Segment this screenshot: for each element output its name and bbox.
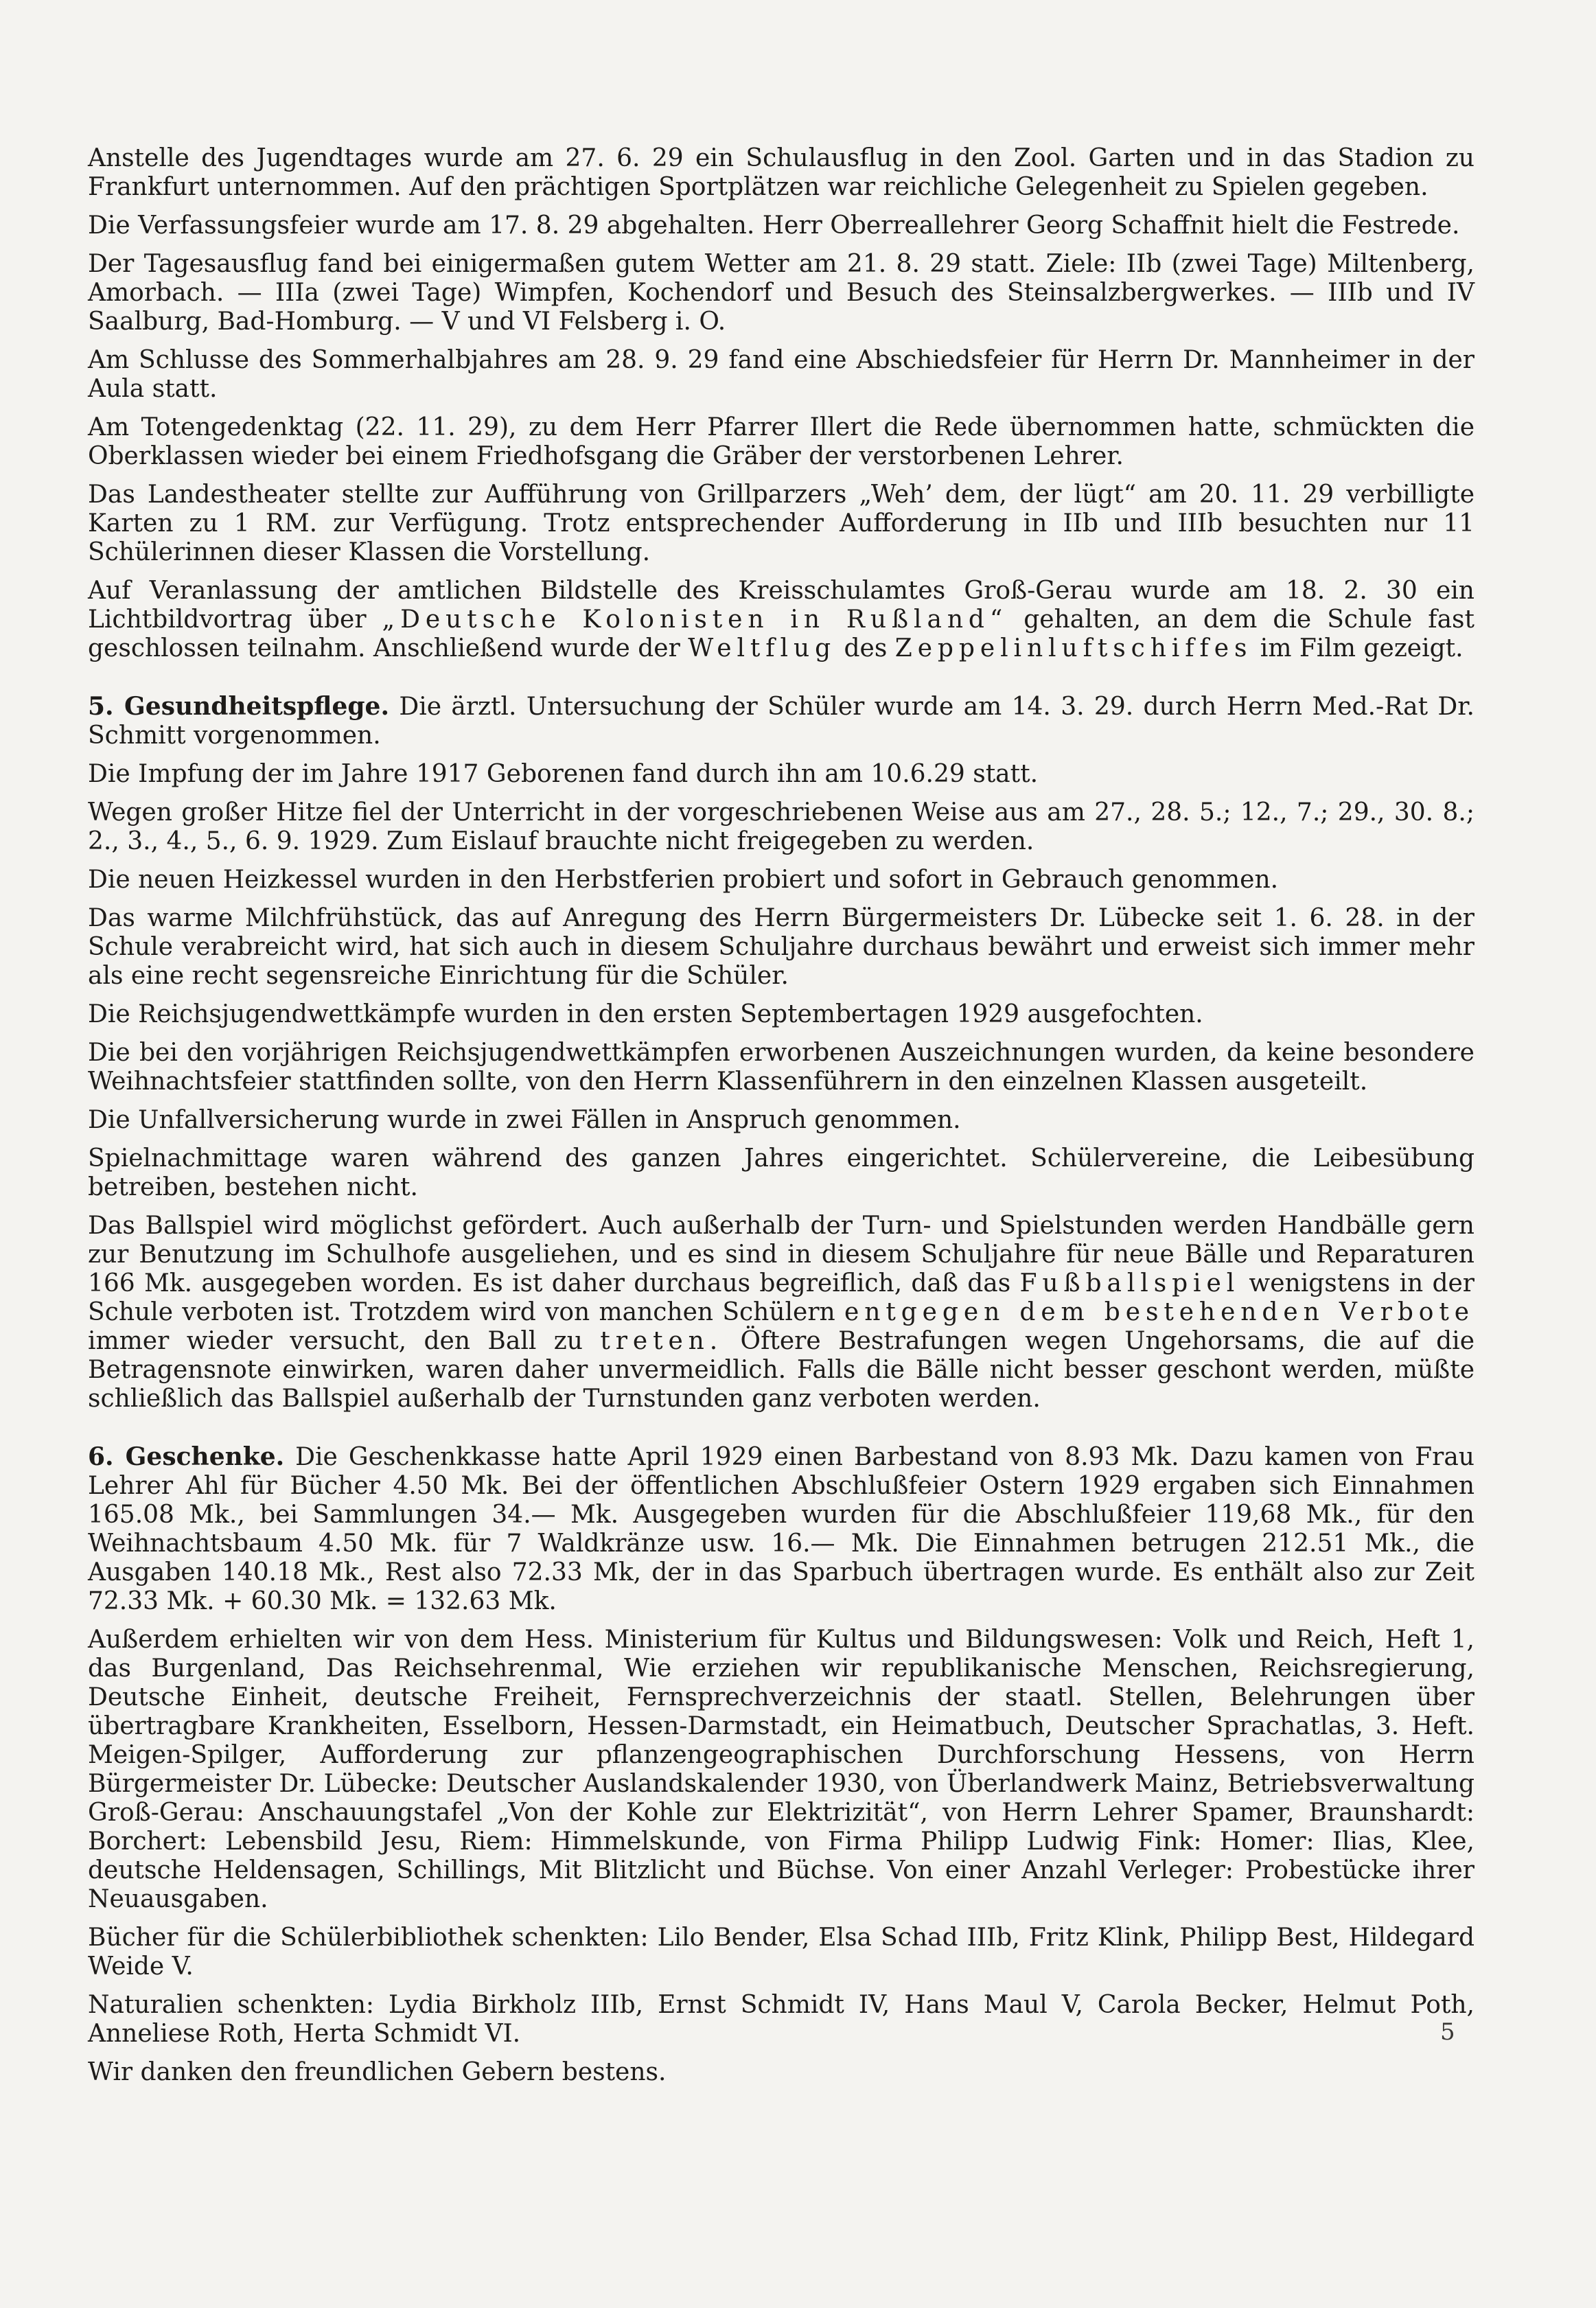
emphasis-text: „Deutsche Kolonisten in Rußland“ bbox=[382, 605, 1008, 634]
paragraph-reichsjugendwettkaempfe: Die Reichsjugendwettkämpfe wurden in den ersten Septembertagen 1929 ausgefochten. bbox=[88, 1000, 1203, 1028]
paragraph-schuelerbibliothek: Bücher für die Schülerbibliothek schenkten: Lilo Bender, Elsa Schad IIIb, Fritz Klink, Philipp Best, Hildegard Weide V. bbox=[88, 1924, 1474, 1981]
paragraph-milchfruehstueck: Das warme Milchfrühstück, das auf Anregung des Herrn Bürgermeisters Dr. Lübecke seit 1. 6. 28. in der Schule verabreicht wird, hat sich auch in diesem Schuljahre durchaus bewährt und erweist sich immer mehr als eine recht segensreiche Einrichtung für die Schüler. bbox=[88, 904, 1474, 990]
emphasis-text: entgegen dem bestehenden Verbote bbox=[844, 1298, 1474, 1326]
text-run: Auf Veranlassung der amtlichen Bildstelle des Kreisschulamtes Groß-Gerau wurde am 18. 2. 30 ein Lichtbildvortrag über bbox=[88, 577, 1474, 634]
section-heading: 6. Geschenke. bbox=[88, 1442, 285, 1471]
paragraph-jugendtag: Anstelle des Jugendtages wurde am 27. 6. 29 ein Schulausflug in den Zool. Garten und in das Stadion zu Frankfurt unternommen. Auf den prächtigen Sportplätzen war reichliche Gelegenheit zu Spielen gegeben. bbox=[88, 144, 1474, 201]
paragraph-naturalien: Naturalien schenkten: Lydia Birkholz IIIb, Ernst Schmidt IV, Hans Maul V, Carola Becker, Helmut Poth, Anneliese Roth, Herta Schmidt VI. bbox=[88, 1991, 1474, 2048]
text-run: des bbox=[836, 634, 895, 662]
text-run: wenigstens in der Schule verboten ist. Trotzdem wird von manchen Schülern bbox=[88, 1269, 1475, 1326]
paragraph-verfassungsfeier: Die Verfassungsfeier wurde am 17. 8. 29 abgehalten. Herr Oberreallehrer Georg Schaffnit hielt die Festrede. bbox=[88, 211, 1460, 240]
paragraph-totengedenktag: Am Totengedenktag (22. 11. 29), zu dem Herr Pfarrer Illert die Rede übernommen hatte, schmückten die Oberklassen wieder bei einem Friedhofsgang die Gräber der verstorbenen Lehrer. bbox=[88, 413, 1474, 470]
page-number: 5 bbox=[1440, 2018, 1455, 2046]
paragraph-abschiedsfeier: Am Schlusse des Sommerhalbjahres am 28. 9. 29 fand eine Abschiedsfeier für Herrn Dr. Mannheimer in der Aula statt. bbox=[88, 346, 1474, 403]
section-geschenke bbox=[88, 1442, 1474, 2087]
text-run: immer wieder versucht, den Ball zu bbox=[88, 1327, 601, 1355]
paragraph-geschenkkasse bbox=[88, 1442, 1474, 1616]
paragraph-ministerium: Außerdem erhielten wir von dem Hess. Ministerium für Kultus und Bildungswesen: Volk und Reich, Heft 1, das Burgenland, Das Reichsehrenmal, Wie erziehen wir republikanische Menschen, Reichsregierung, Deutsche Einheit, deutsche Freiheit, Fernsprechverzeichnis der staatl. Stellen, Belehrungen über übertragbare Krankheiten, Esselborn, Hessen-Darmstadt, ein Heimatbuch, Deutscher Sprachatlas, 3. Heft. Meigen-Spilger, Aufforderung zur pflanzengeographischen Durchforschung Hessens, von Herrn Bürgermeister Dr. Lübecke: Deutscher Auslandskalender 1930, von Überlandwerk Mainz, Betriebsverwaltung Groß-Gerau: Anschauungstafel „Von der Kohle zur Elektrizität“, von Herrn Lehrer Spamer, Braunshardt: Borchert: Lebensbild Jesu, Riem: Himmelskunde, von Firma Philipp Ludwig Fink: Homer: Ilias, Klee, deutsche Heldensagen, Schillings, Mit Blitzlicht und Büchse. Von einer Anzahl Verleger: Probestücke ihrer Neuausgaben. bbox=[88, 1626, 1474, 1913]
document-body bbox=[88, 144, 1474, 2097]
section-gesundheitspflege bbox=[88, 692, 1474, 1413]
paragraph-heizkessel: Die neuen Heizkessel wurden in den Herbstferien probiert und sofort in Gebrauch genommen. bbox=[88, 866, 1279, 894]
emphasis-text: Weltflug bbox=[688, 634, 837, 662]
paragraph-lichtbildvortrag bbox=[88, 577, 1474, 663]
paragraph-hitzefrei: Wegen großer Hitze fiel der Unterricht in der vorgeschriebenen Weise aus am 27., 28. 5.; 12., 7.; 29., 30. 8.; 2., 3., 4., 5., 6. 9. 1929. Zum Eislauf brauchte nicht freigegeben zu werden. bbox=[88, 798, 1474, 855]
paragraph-spielnachmittage: Spielnachmittage waren während des ganzen Jahres eingerichtet. Schülervereine, die Leibesübung betreiben, bestehen nicht. bbox=[88, 1144, 1474, 1201]
text-run: Die ärztl. Untersuchung der Schüler wurde am 14. 3. 29. durch Herrn Med.-Rat Dr. Schmitt vorgenommen. bbox=[88, 693, 1474, 750]
text-run: Die Geschenkkasse hatte April 1929 einen Barbestand von 8.93 Mk. Dazu kamen von Frau Lehrer Ahl für Bücher 4.50 Mk. Bei der öffentlichen Abschlußfeier Ostern 1929 ergaben sich Einnahmen 165.08 Mk., bei Sammlungen 34.— Mk. Ausgegeben wurden für die Abschlußfeier 119,68 Mk., für den Weihnachtsbaum 4.50 Mk. für 7 Waldkränze usw. 16.— Mk. Die Einnahmen betrugen 212.51 Mk., die Ausgaben 140.18 Mk., Rest also 72.33 Mk, der in das Sparbuch übertragen wurde. Es enthält also zur Zeit 72.33 Mk. + 60.30 Mk. = 132.63 Mk. bbox=[88, 1443, 1474, 1615]
text-run: im Film gezeigt. bbox=[1252, 634, 1464, 662]
text-run: Öftere Bestrafungen wegen Ungehorsams, die auf die Betragensnote einwirken, waren daher unvermeidlich. Falls die Bälle nicht besser geschont werden, müßte schließlich das Ballspiel außerhalb der Turnstunden ganz verboten werden. bbox=[88, 1327, 1474, 1413]
emphasis-text: Fußballspiel bbox=[1019, 1269, 1240, 1297]
text-run: gehalten, an dem die Schule fast geschlossen teilnahm. Anschließend wurde der bbox=[88, 605, 1474, 662]
paragraph-dank: Wir danken den freundlichen Gebern bestens. bbox=[88, 2058, 667, 2086]
emphasis-text: treten. bbox=[600, 1327, 724, 1355]
paragraph-auszeichnungen: Die bei den vorjährigen Reichsjugendwettkämpfen erworbenen Auszeichnungen wurden, da keine besondere Weihnachtsfeier stattfinden sollte, von den Herrn Klassenführern in den einzelnen Klassen ausgeteilt. bbox=[88, 1039, 1474, 1096]
text-run: Das Ballspiel wird möglichst gefördert. Auch außerhalb der Turn- und Spielstunden werden Handbälle gern zur Benutzung im Schulhofe ausgeliehen, und es sind in diesem Schuljahre für neue Bälle und Reparaturen 166 Mk. ausgegeben worden. Es ist daher durchaus begreiflich, daß das bbox=[88, 1212, 1474, 1297]
paragraph-impfung: Die Impfung der im Jahre 1917 Geborenen fand durch ihn am 10.6.29 statt. bbox=[88, 760, 1039, 788]
paragraph-unfallversicherung: Die Unfallversicherung wurde in zwei Fällen in Anspruch genommen. bbox=[88, 1106, 961, 1134]
paragraph-ballspiel bbox=[88, 1212, 1474, 1413]
paragraph-landestheater: Das Landestheater stellte zur Aufführung von Grillparzers „Weh’ dem, der lügt“ am 20. 11. 29 verbilligte Karten zu 1 RM. zur Verfügung. Trotz entsprechender Aufforderung in IIb und IIIb besuchten nur 11 Schülerinnen dieser Klassen die Vorstellung. bbox=[88, 481, 1474, 566]
section-heading: 5. Gesundheitspflege. bbox=[88, 692, 389, 721]
paragraph-untersuchung bbox=[88, 692, 1474, 750]
emphasis-text: Zeppelinluftschiffes bbox=[894, 634, 1253, 662]
paragraph-tagesausflug: Der Tagesausflug fand bei einigermaßen gutem Wetter am 21. 8. 29 statt. Ziele: IIb (zwei Tage) Miltenberg, Amorbach. — IIIa (zwei Tage) Wimpfen, Kochendorf und Besuch des Steinsalzbergwerkes. — IIIb und IV Saalburg, Bad-Homburg. — V und VI Felsberg i. O. bbox=[88, 250, 1474, 336]
